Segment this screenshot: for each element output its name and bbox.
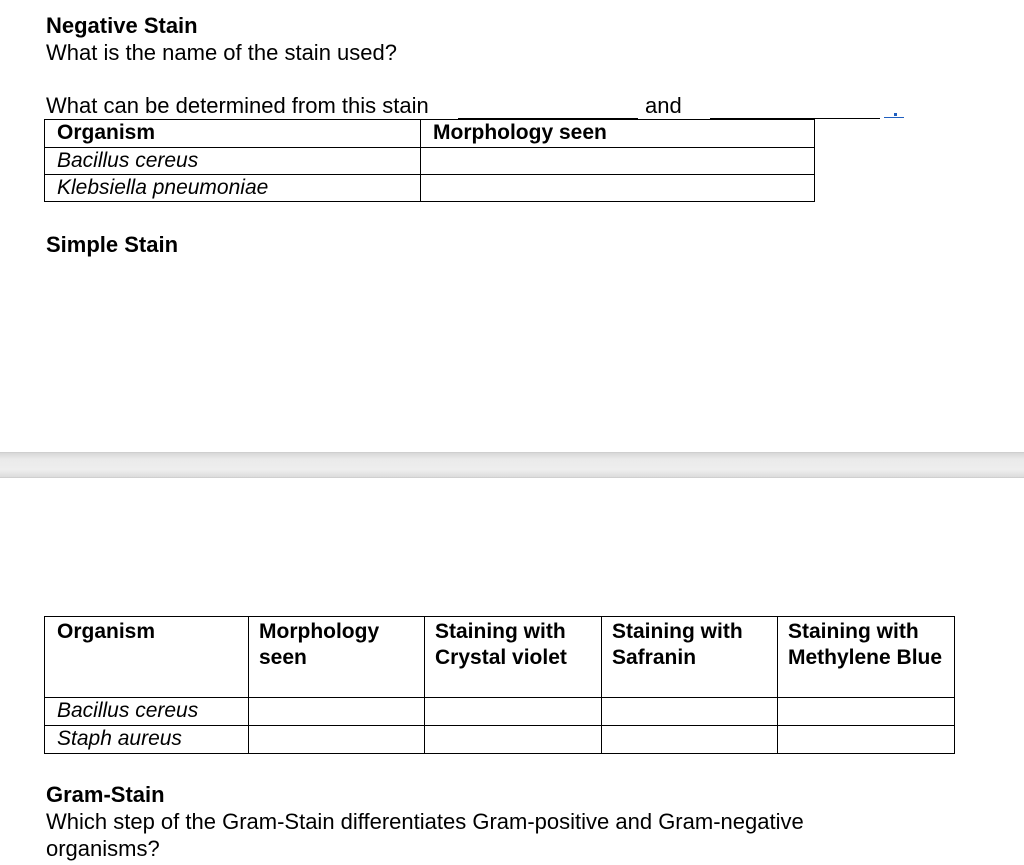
header-morphology: Morphology seen: [249, 617, 425, 698]
answer-blank-2[interactable]: [710, 96, 880, 119]
gram-stain-heading: Gram-Stain: [46, 782, 165, 807]
organism-cell: Bacillus cereus: [45, 698, 249, 726]
simple-stain-table: [44, 616, 955, 754]
simple-stain-heading: Simple Stain: [46, 232, 179, 257]
morphology-cell[interactable]: [249, 698, 425, 726]
paragraph-mark-icon: [884, 98, 904, 118]
morphology-cell[interactable]: [421, 175, 815, 202]
organism-cell: Bacillus cereus: [45, 148, 421, 175]
stain-name-question: What is the name of the stain used?: [46, 40, 397, 65]
crystal-violet-cell[interactable]: [425, 726, 602, 754]
header-methylene-blue: Staining with Methylene Blue: [778, 617, 955, 698]
and-word: and: [645, 93, 682, 118]
methylene-blue-cell[interactable]: [778, 726, 955, 754]
safranin-cell[interactable]: [602, 698, 778, 726]
table-row: [45, 698, 955, 726]
table-row: [45, 726, 955, 754]
table-row: [45, 148, 815, 175]
methylene-blue-cell[interactable]: [778, 698, 955, 726]
negative-stain-heading: Negative Stain: [46, 13, 198, 38]
answer-blank-1[interactable]: [458, 96, 638, 119]
morphology-cell[interactable]: [249, 726, 425, 754]
safranin-cell[interactable]: [602, 726, 778, 754]
determine-question: What can be determined from this stain: [46, 93, 429, 118]
organism-cell: Staph aureus: [45, 726, 249, 754]
header-organism: Organism: [45, 120, 421, 148]
organism-cell: Klebsiella pneumoniae: [45, 175, 421, 202]
header-organism: Organism: [45, 617, 249, 698]
morphology-cell[interactable]: [421, 148, 815, 175]
page-break: [0, 452, 1024, 478]
negative-stain-table: [44, 119, 815, 202]
table-header-row: [45, 617, 955, 698]
table-header-row: [45, 120, 815, 148]
crystal-violet-cell[interactable]: [425, 698, 602, 726]
header-morphology: Morphology seen: [421, 120, 815, 148]
gram-stain-question: Which step of the Gram-Stain differentiates Gram-positive and Gram-negative organisms?: [46, 809, 804, 861]
table-row: [45, 175, 815, 202]
header-safranin: Staining with Safranin: [602, 617, 778, 698]
header-crystal-violet: Staining with Crystal violet: [425, 617, 602, 698]
